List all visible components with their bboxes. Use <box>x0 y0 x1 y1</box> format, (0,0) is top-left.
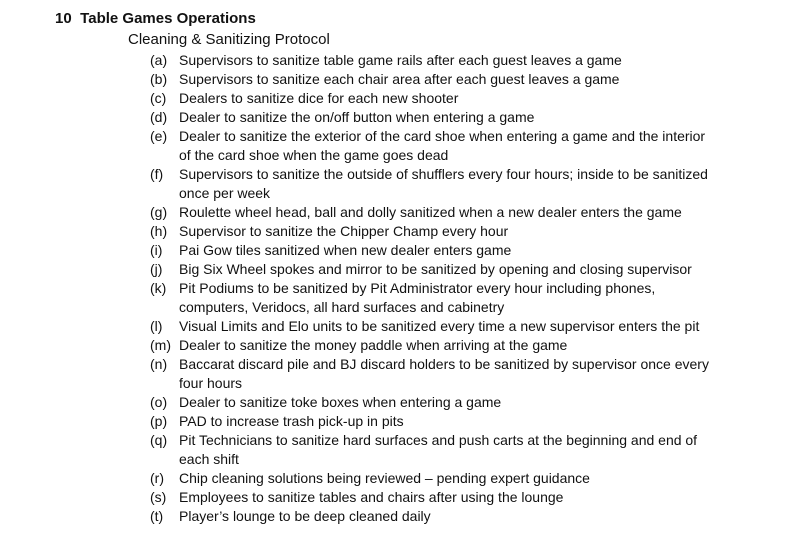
list-item-text: Supervisors to sanitize the outside of shufflers every four hours; inside to be sanitized once per week <box>179 166 708 201</box>
list-item <box>0 70 800 89</box>
list-item-text: Supervisor to sanitize the Chipper Champ every hour <box>179 223 509 239</box>
list-item <box>0 412 800 431</box>
list-item-text: Pit Technicians to sanitize hard surfaces and push carts at the beginning and end of each shift <box>179 432 698 467</box>
list-item-letter: (i) <box>150 242 163 258</box>
list-item <box>0 469 800 488</box>
list-item-text: Visual Limits and Elo units to be sanitized every time a new supervisor enters the pit <box>179 318 700 334</box>
list-item-letter: (n) <box>150 356 168 372</box>
list-item-text: Supervisors to sanitize table game rails after each guest leaves a game <box>179 52 622 68</box>
list-item-letter: (q) <box>150 432 168 448</box>
list-item-letter: (b) <box>150 71 168 87</box>
list-item <box>0 279 800 317</box>
list-item-letter: (m) <box>150 337 171 353</box>
list-item-text: Pit Podiums to be sanitized by Pit Administrator every hour including phones, computers, Veridocs, all hard surfaces and cabinetry <box>179 280 656 315</box>
list-item <box>0 127 800 165</box>
list-item-text: Chip cleaning solutions being reviewed – pending expert guidance <box>179 470 590 486</box>
list-item-text: Baccarat discard pile and BJ discard holders to be sanitized by supervisor once every four hours <box>179 356 709 391</box>
list-item-text: Employees to sanitize tables and chairs after using the lounge <box>179 489 564 505</box>
list-item <box>0 241 800 260</box>
list-item-text: Dealer to sanitize the exterior of the card shoe when entering a game and the interior of the card shoe when the game goes dead <box>179 128 706 163</box>
protocol-subtitle: Cleaning & Sanitizing Protocol <box>128 31 330 48</box>
list-item <box>0 222 800 241</box>
list-item-letter: (t) <box>150 508 164 524</box>
list-item <box>0 393 800 412</box>
protocol-list <box>0 51 800 526</box>
list-item-text: Dealer to sanitize toke boxes when entering a game <box>179 394 502 410</box>
list-item <box>0 507 800 526</box>
list-item-letter: (h) <box>150 223 168 239</box>
list-item <box>0 431 800 469</box>
section-title: Table Games Operations <box>80 10 256 27</box>
list-item-letter: (k) <box>150 280 167 296</box>
list-item-letter: (r) <box>150 470 164 486</box>
list-item <box>0 317 800 336</box>
section-number: 10 <box>55 10 72 27</box>
list-item-text: Supervisors to sanitize each chair area after each guest leaves a game <box>179 71 620 87</box>
list-item-text: Pai Gow tiles sanitized when new dealer enters game <box>179 242 512 258</box>
list-item <box>0 260 800 279</box>
list-item <box>0 488 800 507</box>
list-item <box>0 165 800 203</box>
list-item <box>0 108 800 127</box>
list-item-text: Dealer to sanitize the money paddle when arriving at the game <box>179 337 568 353</box>
list-item-letter: (j) <box>150 261 163 277</box>
list-item-text: PAD to increase trash pick-up in pits <box>179 413 404 429</box>
list-item-text: Roulette wheel head, ball and dolly sanitized when a new dealer enters the game <box>179 204 682 220</box>
list-item <box>0 51 800 70</box>
list-item-text: Player’s lounge to be deep cleaned daily <box>179 508 431 524</box>
list-item-letter: (l) <box>150 318 163 334</box>
list-item <box>0 355 800 393</box>
list-item-letter: (f) <box>150 166 164 182</box>
list-item-text: Dealer to sanitize the on/off button when entering a game <box>179 109 535 125</box>
list-item <box>0 336 800 355</box>
list-item-letter: (d) <box>150 109 168 125</box>
list-item-letter: (a) <box>150 52 168 68</box>
list-item-letter: (s) <box>150 489 167 505</box>
list-item <box>0 89 800 108</box>
section-heading <box>55 9 256 28</box>
list-item <box>0 203 800 222</box>
list-item-letter: (p) <box>150 413 168 429</box>
list-item-letter: (o) <box>150 394 168 410</box>
list-item-letter: (g) <box>150 204 168 220</box>
list-item-text: Big Six Wheel spokes and mirror to be sanitized by opening and closing supervisor <box>179 261 692 277</box>
list-item-letter: (e) <box>150 128 168 144</box>
list-item-letter: (c) <box>150 90 167 106</box>
list-item-text: Dealers to sanitize dice for each new shooter <box>179 90 459 106</box>
